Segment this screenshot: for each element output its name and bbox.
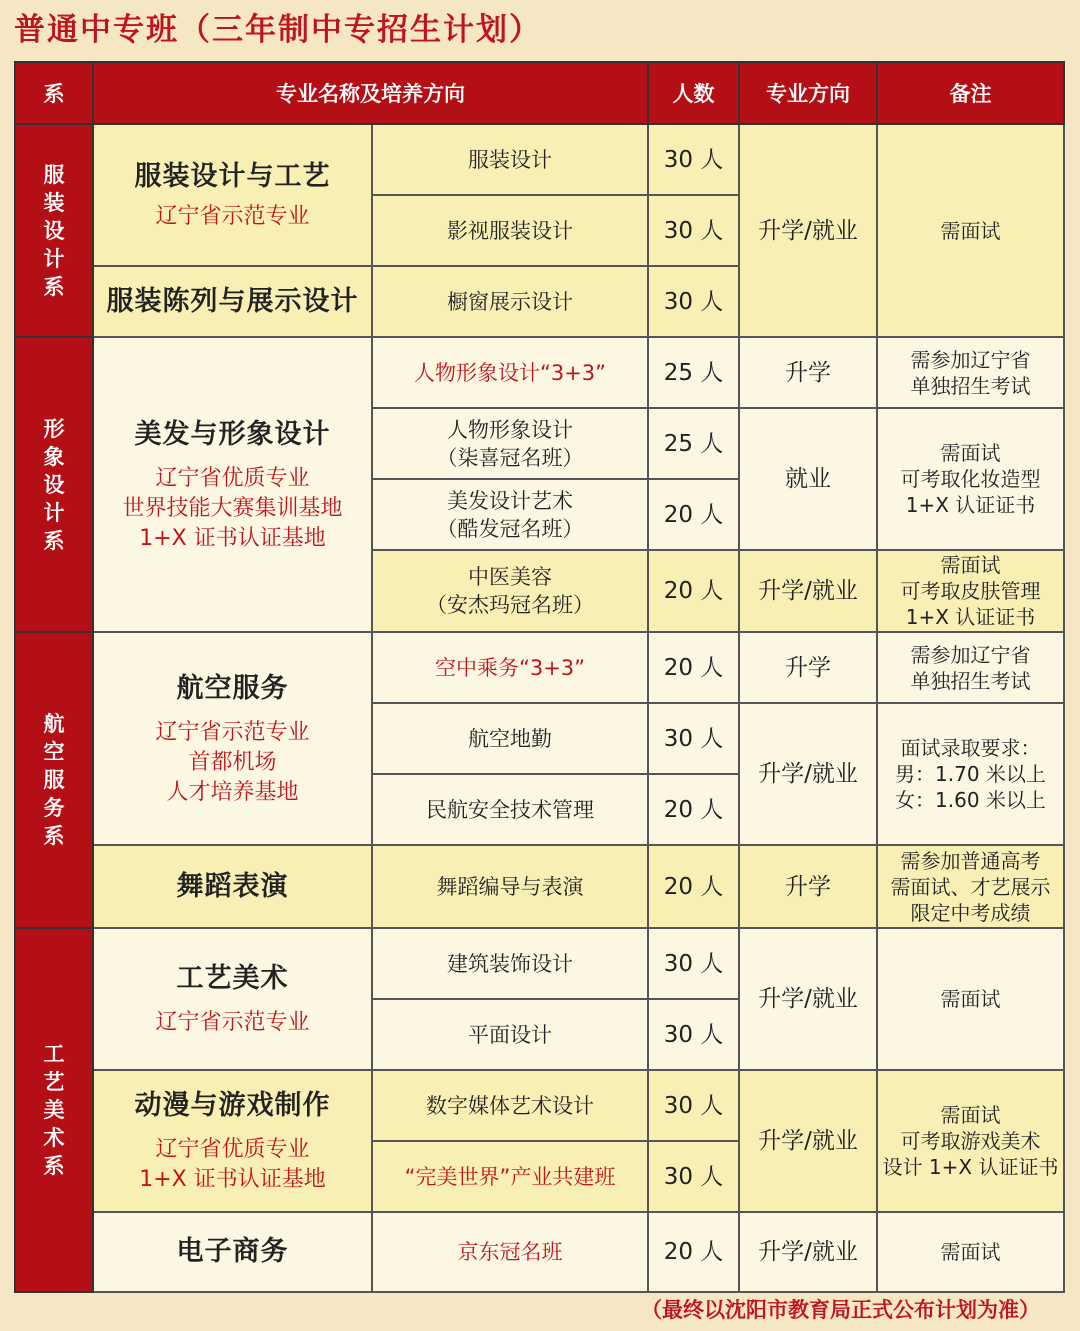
course-cell: 橱窗展示设计 [372,266,648,337]
major-note: 辽宁省示范专业 [155,1010,310,1035]
major-cell [93,928,372,1070]
header-count: 人数 [648,62,739,124]
major-name: 舞蹈表演 [176,870,289,902]
count-cell: 30 人 [648,703,739,774]
count-cell: 25 人 [648,408,739,479]
count-cell: 30 人 [648,266,739,337]
course-cell: 数字媒体艺术设计 [372,1070,648,1141]
course-cell: 人物形象设计“3+3” [372,337,648,408]
course-cell: 中医美容 （安杰玛冠名班） [372,550,648,632]
course-cell: 航空地勤 [372,703,648,774]
major-note: 1+X 证书认证基地 [139,525,326,551]
direction-cell: 升学 [739,845,877,928]
table-row [15,928,1064,999]
enrollment-plan-table [14,61,1065,1293]
major-cell [93,1070,372,1212]
major-name: 动漫与游戏制作 [134,1090,331,1121]
major-note: 1+X 证书认证基地 [139,1167,326,1192]
remark-cell: 面试录取要求： 男：1.70 米以上 女：1.60 米以上 [877,703,1064,845]
count-cell: 30 人 [648,195,739,266]
header-dept: 系 [15,62,93,124]
count-cell: 30 人 [648,928,739,999]
dept-cell: 服装设计系 [15,124,93,337]
remark-cell: 需面试 [877,928,1064,1070]
remark-cell: 需参加辽宁省 单独招生考试 [877,632,1064,703]
table-row [15,124,1064,195]
remark-cell: 需面试 可考取皮肤管理 1+X 认证证书 [877,550,1064,632]
course-cell: 民航安全技术管理 [372,774,648,845]
major-name: 服装设计与工艺 [134,161,331,192]
major-note: 辽宁省示范专业 [155,204,310,229]
direction-cell: 就业 [739,408,877,550]
table-row [15,1070,1064,1141]
course-cell: 影视服装设计 [372,195,648,266]
direction-cell: 升学/就业 [739,928,877,1070]
count-cell: 20 人 [648,774,739,845]
count-cell: 30 人 [648,999,739,1070]
table-row [15,632,1064,703]
major-note: 世界技能大赛集训基地 [122,495,343,521]
course-cell: 空中乘务“3+3” [372,632,648,703]
count-cell: 20 人 [648,1212,739,1292]
direction-cell: 升学/就业 [739,1070,877,1212]
major-note: 辽宁省优质专业 [155,1137,310,1162]
course-cell: 人物形象设计 （柒喜冠名班） [372,408,648,479]
count-cell: 30 人 [648,1141,739,1212]
major-cell [93,266,372,337]
dept-cell: 航空服务系 [15,632,93,928]
major-name: 工艺美术 [176,963,289,994]
table-row [15,1212,1064,1292]
direction-cell: 升学/就业 [739,1212,877,1292]
remark-cell: 需参加辽宁省 单独招生考试 [877,337,1064,408]
direction-cell: 升学 [739,337,877,408]
major-name: 服装陈列与展示设计 [106,285,359,317]
remark-cell: 需面试 [877,1212,1064,1292]
major-name: 电子商务 [176,1236,289,1267]
major-cell [93,337,372,632]
header-major: 专业名称及培养方向 [93,62,648,124]
major-note: 辽宁省优质专业 [155,465,310,491]
remark-cell: 需参加普通高考 需面试、才艺展示 限定中考成绩 [877,845,1064,928]
count-cell: 30 人 [648,124,739,195]
course-cell: “完美世界”产业共建班 [372,1141,648,1212]
remark-cell: 需面试 [877,124,1064,337]
table-row [15,845,1064,928]
major-cell [93,845,372,928]
header-direction: 专业方向 [739,62,877,124]
footer-note: （最终以沈阳市教育局正式公布计划为准） [641,1298,1040,1322]
remark-cell: 需面试 可考取化妆造型 1+X 认证证书 [877,408,1064,550]
header-remark: 备注 [877,62,1064,124]
major-cell [93,1212,372,1292]
table-row [15,337,1064,408]
count-cell: 20 人 [648,845,739,928]
course-cell: 美发设计艺术 （酷发冠名班） [372,479,648,550]
course-cell: 舞蹈编导与表演 [372,845,648,928]
page-title: 普通中专班（三年制中专招生计划） [14,12,542,48]
course-cell: 平面设计 [372,999,648,1070]
dept-cell: 形象设计系 [15,337,93,632]
major-note: 首都机场 [188,749,277,775]
count-cell: 20 人 [648,550,739,632]
major-name: 航空服务 [176,672,289,704]
direction-cell: 升学/就业 [739,703,877,845]
major-note: 人才培养基地 [166,779,299,805]
course-cell: 京东冠名班 [372,1212,648,1292]
major-name: 美发与形象设计 [134,418,331,450]
direction-cell: 升学/就业 [739,550,877,632]
dept-cell: 工艺美术系 [15,928,93,1292]
count-cell: 30 人 [648,1070,739,1141]
course-cell: 服装设计 [372,124,648,195]
count-cell: 25 人 [648,337,739,408]
table-header-row [15,62,1064,124]
count-cell: 20 人 [648,632,739,703]
count-cell: 20 人 [648,479,739,550]
major-cell [93,124,372,266]
course-cell: 建筑装饰设计 [372,928,648,999]
direction-cell: 升学/就业 [739,124,877,337]
remark-cell: 需面试 可考取游戏美术 设计 1+X 认证证书 [877,1070,1064,1212]
major-note: 辽宁省示范专业 [155,719,310,745]
direction-cell: 升学 [739,632,877,703]
major-cell [93,632,372,845]
